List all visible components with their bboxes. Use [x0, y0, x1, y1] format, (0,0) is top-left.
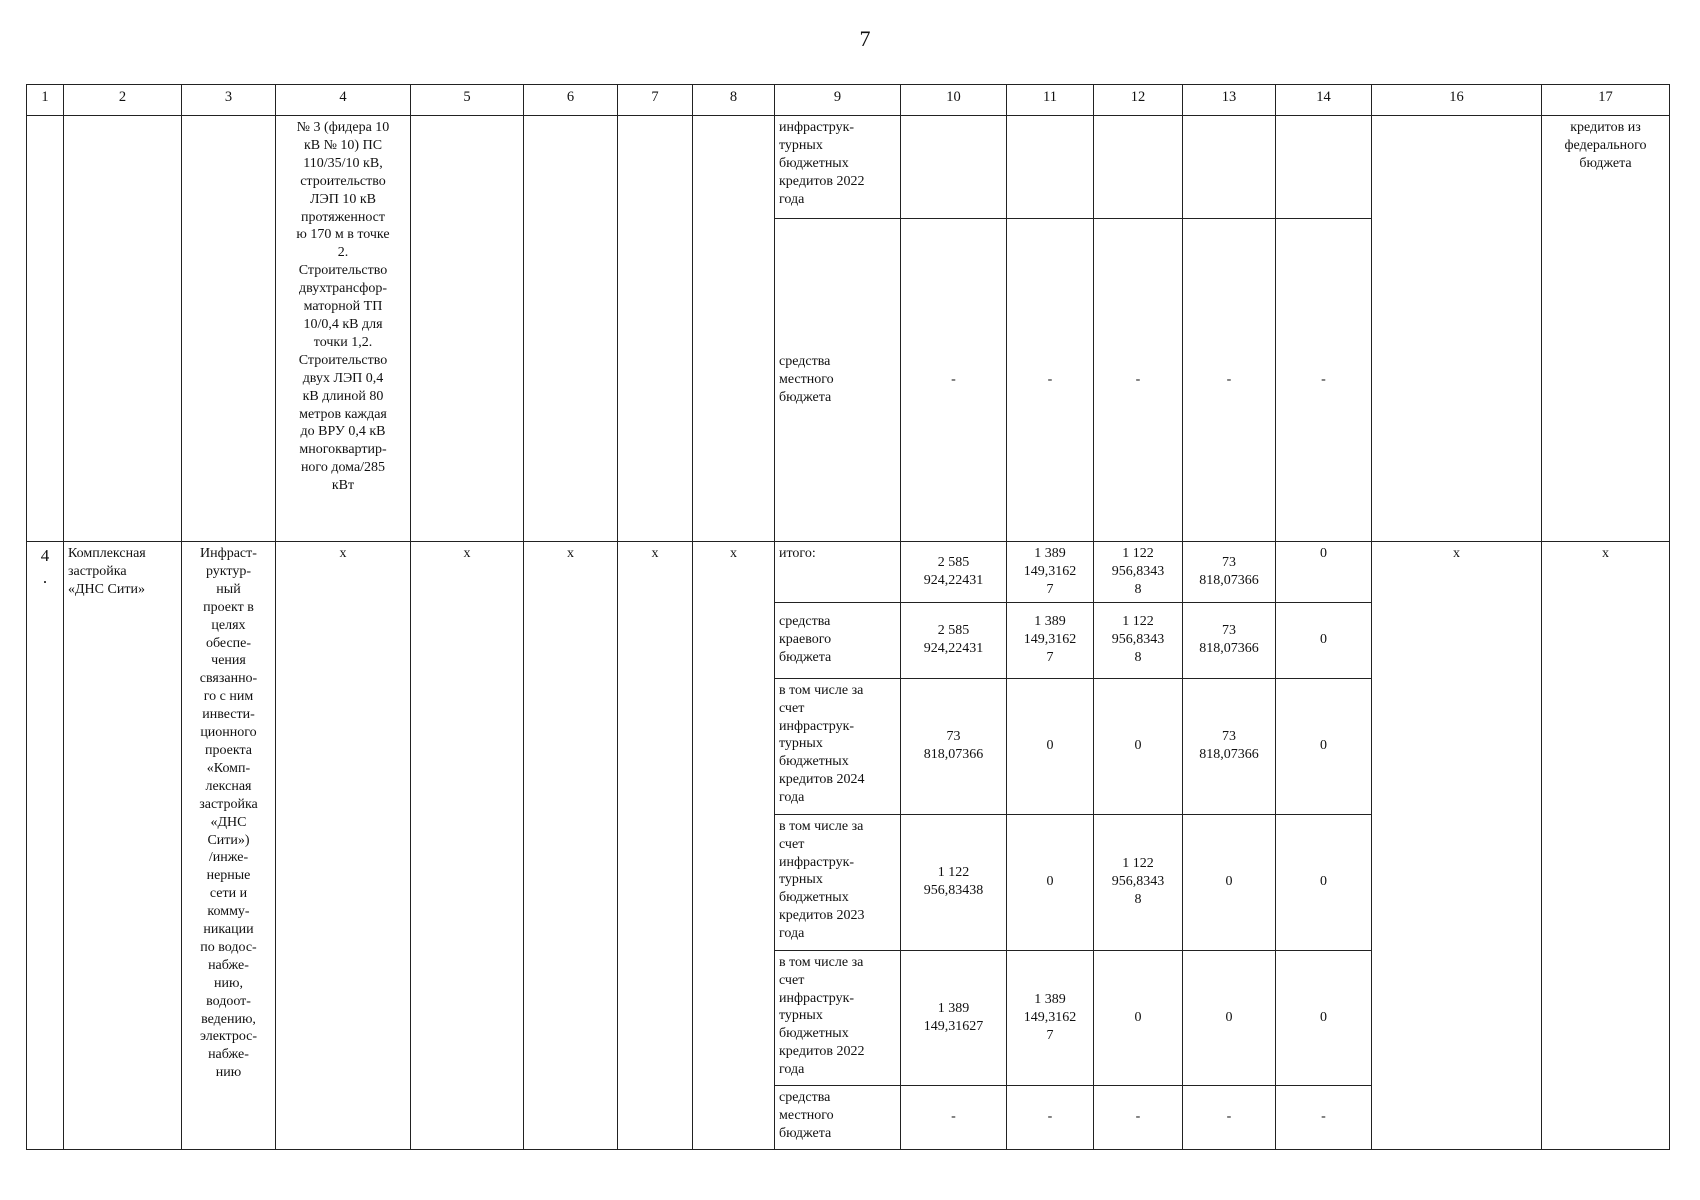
x-mark-cell: х	[618, 542, 693, 1150]
amount-cell: 73 818,07366	[1183, 602, 1276, 678]
column-header: 6	[524, 85, 618, 116]
funding-source-label: средства местного бюджета	[775, 219, 901, 542]
amount-cell: 1 389 149,3162 7	[1007, 602, 1094, 678]
table-cell	[1372, 116, 1542, 542]
column-header: 10	[901, 85, 1007, 116]
amount-cell: -	[1094, 1085, 1183, 1149]
amount-cell: 1 122 956,8343 8	[1094, 814, 1183, 950]
column-header: 2	[64, 85, 182, 116]
amount-cell: 0	[1276, 602, 1372, 678]
object-name-cell: Комплексная застройка «ДНС Сити»	[64, 542, 182, 1150]
amount-cell: 0	[1007, 678, 1094, 814]
column-header: 7	[618, 85, 693, 116]
amount-cell: 0	[1094, 678, 1183, 814]
funding-source-label: в том числе за счет инфраструк- турных бюджетных кредитов 2024 года	[775, 678, 901, 814]
row-number-cell	[27, 116, 64, 542]
amount-cell: -	[1276, 1085, 1372, 1149]
table-cell	[524, 116, 618, 542]
note-cell: кредитов из федерального бюджета	[1542, 116, 1670, 542]
column-header: 14	[1276, 85, 1372, 116]
amount-cell: 0	[1183, 814, 1276, 950]
amount-cell	[1094, 116, 1183, 219]
amount-cell: -	[901, 219, 1007, 542]
description-cell: № 3 (фидера 10 кВ № 10) ПС 110/35/10 кВ, строительство ЛЭП 10 кВ протяженност ю 170 м в точке 2. Строительство двухтрансфор- маторной ТП 10/0,4 кВ для точки 1,2. Строительство двух ЛЭП 0,4 кВ длиной 80 метров каждая до ВРУ 0,4 кВ многоквартир- ного дома/285 кВт	[276, 116, 411, 542]
column-header: 3	[182, 85, 276, 116]
x-mark-cell: х	[411, 542, 524, 1150]
object-name-cell	[64, 116, 182, 542]
column-header: 8	[693, 85, 775, 116]
amount-cell: 1 122 956,83438	[901, 814, 1007, 950]
column-header: 17	[1542, 85, 1670, 116]
amount-cell: 2 585 924,22431	[901, 602, 1007, 678]
column-header: 5	[411, 85, 524, 116]
amount-cell: 1 389 149,31627	[901, 950, 1007, 1085]
amount-cell: 2 585 924,22431	[901, 542, 1007, 603]
amount-cell: 0	[1276, 814, 1372, 950]
amount-cell: 1 122 956,8343 8	[1094, 602, 1183, 678]
column-header: 1	[27, 85, 64, 116]
amount-cell: 1 122 956,8343 8	[1094, 542, 1183, 603]
funding-source-label: в том числе за счет инфраструк- турных бюджетных кредитов 2023 года	[775, 814, 901, 950]
table-row	[27, 542, 1670, 603]
project-cell: Инфраст- руктур- ный проект в целях обеспе- чения связанно- го с ним инвести- ционного проекта «Комп- лексная застройка «ДНС Сити») /инже- нерные сети и комму- никации по водос- набже- нию, водоот- ведению, электрос- набже- нию	[182, 542, 276, 1150]
table-cell	[411, 116, 524, 542]
amount-cell: 0	[1094, 950, 1183, 1085]
amount-cell	[1183, 116, 1276, 219]
amount-cell: -	[1183, 219, 1276, 542]
amount-cell: -	[1007, 219, 1094, 542]
funding-source-label: инфраструк- турных бюджетных кредитов 2022 года	[775, 116, 901, 219]
funding-source-label: итого:	[775, 542, 901, 603]
x-mark-cell: х	[693, 542, 775, 1150]
amount-cell: 0	[1276, 542, 1372, 603]
column-header: 11	[1007, 85, 1094, 116]
page-number: 7	[859, 26, 871, 51]
amount-cell: 1 389 149,3162 7	[1007, 542, 1094, 603]
column-header: 12	[1094, 85, 1183, 116]
amount-cell: 1 389 149,3162 7	[1007, 950, 1094, 1085]
project-cell	[182, 116, 276, 542]
amount-cell: 0	[1183, 950, 1276, 1085]
funding-source-label: средства местного бюджета	[775, 1085, 901, 1149]
amount-cell	[1007, 116, 1094, 219]
amount-cell: 73 818,07366	[1183, 678, 1276, 814]
x-mark-cell: х	[276, 542, 411, 1150]
funding-source-label: средства краевого бюджета	[775, 602, 901, 678]
amount-cell	[1276, 116, 1372, 219]
amount-cell: -	[1276, 219, 1372, 542]
amount-cell: 73 818,07366	[1183, 542, 1276, 603]
table-row	[27, 116, 1670, 219]
amount-cell: -	[1183, 1085, 1276, 1149]
amount-cell: 73 818,07366	[901, 678, 1007, 814]
x-mark-cell: х	[1542, 542, 1670, 1150]
amount-cell: -	[901, 1085, 1007, 1149]
column-header: 16	[1372, 85, 1542, 116]
amount-cell: 0	[1276, 678, 1372, 814]
x-mark-cell: х	[524, 542, 618, 1150]
funding-source-label: в том числе за счет инфраструк- турных бюджетных кредитов 2022 года	[775, 950, 901, 1085]
amount-cell: -	[1007, 1085, 1094, 1149]
table-cell	[693, 116, 775, 542]
x-mark-cell: х	[1372, 542, 1542, 1150]
table-cell	[618, 116, 693, 542]
column-header: 13	[1183, 85, 1276, 116]
budget-table	[26, 84, 1670, 1150]
column-header: 9	[775, 85, 901, 116]
amount-cell: 0	[1276, 950, 1372, 1085]
column-header: 4	[276, 85, 411, 116]
row-number-cell: 4 .	[27, 542, 64, 1150]
column-number-row	[27, 85, 1670, 116]
amount-cell: -	[1094, 219, 1183, 542]
amount-cell	[901, 116, 1007, 219]
amount-cell: 0	[1007, 814, 1094, 950]
